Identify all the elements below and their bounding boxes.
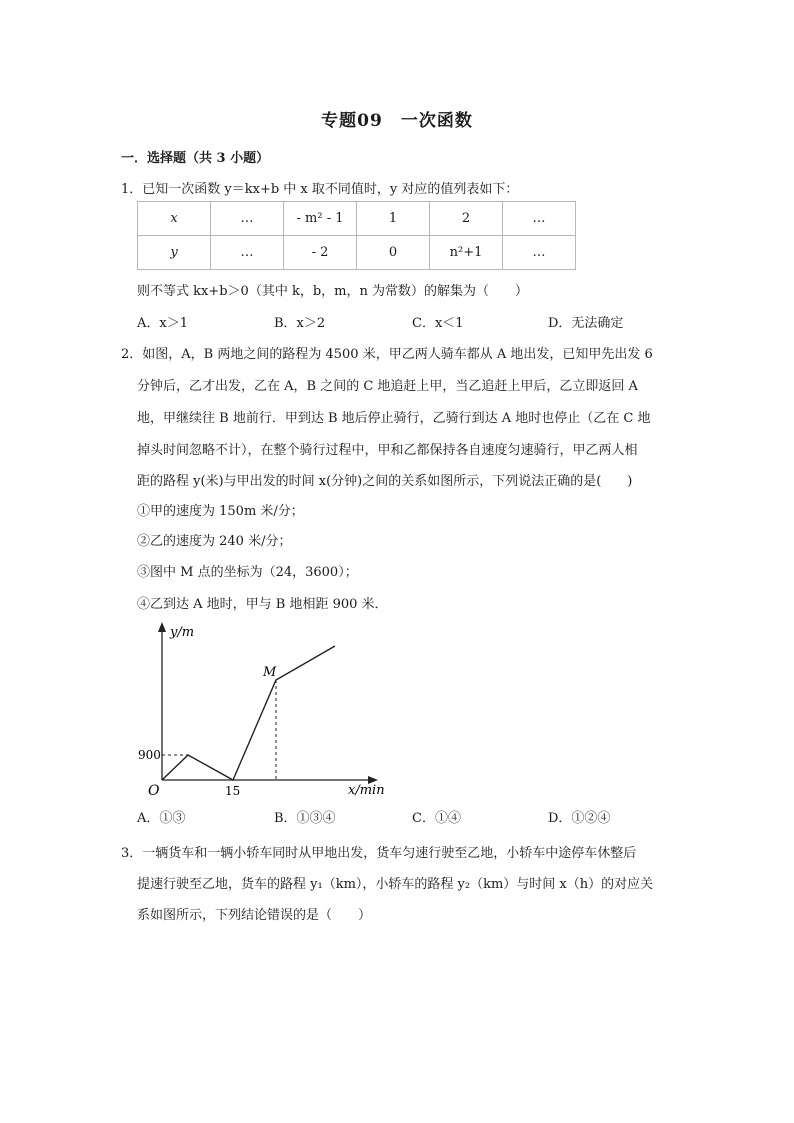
table-cell: 2 (430, 202, 503, 236)
x-axis-label: x/min (348, 783, 385, 798)
q2-distance-time-graph (130, 618, 390, 800)
q2-line-4: 掉头时间忽略不计），在整个骑行过程中，甲和乙都保持各自速度匀速骑行，甲乙两人相 (137, 443, 638, 458)
q1-stem: 1．已知一次函数 y＝kx+b 中 x 取不同值时，y 对应的值列表如下： (121, 182, 519, 197)
q3-line-1: 3．一辆货车和一辆小轿车同时从甲地出发，货车匀速行驶至乙地，小轿车中途停车休整后 (121, 846, 637, 861)
q2-option-c[interactable]: C．①④ (412, 811, 461, 826)
table-cell: n²+1 (430, 236, 503, 270)
q3-line-3: 系如图所示，下列结论错误的是（ ） (137, 908, 372, 923)
q2-statement-1: ①甲的速度为 150m 米/分； (137, 504, 304, 519)
q2-line-3: 地，甲继续往 B 地前行．甲到达 B 地后停止骑行，乙骑行到达 A 地时也停止（乙在 C 地 (137, 411, 651, 426)
q2-line-5: 距的路程 y(米)与甲出发的时间 x(分钟)之间的关系如图所示，下列说法正确的是( ) (137, 474, 633, 489)
q2-option-a[interactable]: A．①③ (137, 811, 186, 826)
section-heading: 一．选择题（共 3 小题） (121, 151, 270, 166)
table-cell: 1 (357, 202, 430, 236)
point-m-label: M (263, 665, 277, 680)
q1-option-b[interactable]: B．x＞2 (274, 316, 326, 331)
q2-option-b[interactable]: B．①③④ (274, 811, 336, 826)
table-row (138, 202, 576, 236)
q2-statement-4: ④乙到达 A 地时，甲与 B 地相距 900 米． (137, 597, 388, 612)
q1-option-a[interactable]: A．x＞1 (137, 316, 188, 331)
y-tick-900: 900 (138, 748, 161, 762)
origin-label: O (148, 783, 160, 799)
table-cell: - m² - 1 (284, 202, 357, 236)
table-cell: … (211, 202, 284, 236)
q1-option-c[interactable]: C．x＜1 (412, 316, 464, 331)
table-row (138, 236, 576, 270)
graph-line (162, 646, 335, 780)
table-cell: x (138, 202, 211, 236)
q2-option-d[interactable]: D．①②④ (548, 811, 611, 826)
y-axis-label: y/m (170, 625, 195, 640)
y-axis-arrow (158, 622, 166, 632)
table-cell: y (138, 236, 211, 270)
table-cell: … (503, 202, 576, 236)
table-cell: - 2 (284, 236, 357, 270)
q1-option-d[interactable]: D．无法确定 (548, 316, 624, 331)
q3-line-2: 提速行驶至乙地，货车的路程 y₁（km），小轿车的路程 y₂（km）与时间 x（h）的对应关 (137, 877, 654, 892)
table-cell: 0 (357, 236, 430, 270)
q1-value-table (137, 201, 576, 270)
q2-line-2: 分钟后，乙才出发，乙在 A，B 之间的 C 地追赶上甲，当乙追赶上甲后，乙立即返回 A (137, 379, 638, 394)
q2-statement-3: ③图中 M 点的坐标为（24，3600）； (137, 565, 358, 580)
table-cell: … (211, 236, 284, 270)
page-title: 专题09 一次函数 (321, 111, 473, 131)
x-tick-15: 15 (225, 784, 241, 798)
table-cell: … (503, 236, 576, 270)
q2-line-1: 2．如图，A，B 两地之间的路程为 4500 米，甲乙两人骑车都从 A 地出发，已知甲先出发 6 (121, 347, 653, 362)
q2-statement-2: ②乙的速度为 240 米/分； (137, 534, 292, 549)
q1-question: 则不等式 kx+b＞0（其中 k，b，m，n 为常数）的解集为（ ） (137, 284, 528, 299)
